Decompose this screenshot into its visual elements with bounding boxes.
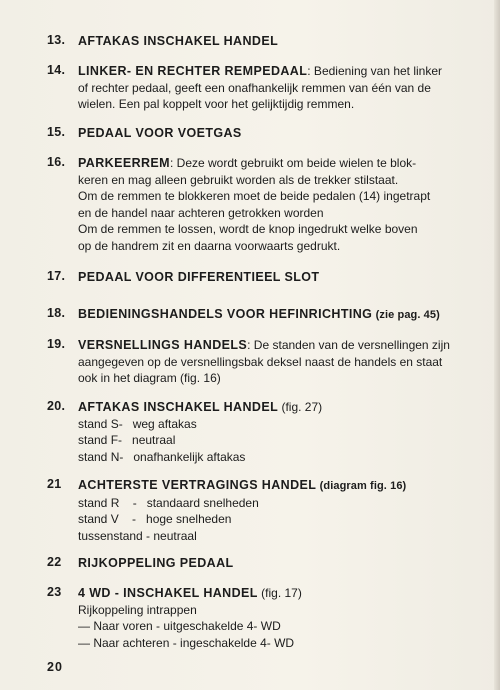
item-text: aangegeven op de versnellingsbak deksel naast de handels en staat — [78, 354, 443, 369]
item-number: 17. — [47, 269, 66, 283]
item-number: 23 — [47, 585, 62, 599]
item-text: stand S- weg aftakas — [78, 416, 197, 431]
item-number: 19. — [47, 337, 66, 351]
item-text: en de handel naar achteren getrokken worden — [78, 205, 324, 220]
item-reference: (zie pag. 45) — [375, 309, 440, 321]
item-number: 22 — [47, 555, 62, 569]
item-text: : Bediening van het linker — [307, 64, 443, 78]
item-title: LINKER- EN RECHTER REMPEDAAL — [78, 64, 308, 78]
item-title: VERSNELLINGS HANDELS — [78, 338, 248, 352]
item-text: : Deze wordt gebruikt om beide wielen te blok- — [169, 156, 417, 170]
item-text: stand V - hoge snelheden — [78, 512, 232, 526]
item-text: Rijkoppeling intrappen — [78, 602, 197, 617]
item-title: RIJKOPPELING PEDAAL — [78, 556, 234, 570]
item-text: Om de remmen te lossen, wordt de knop ingedrukt welke boven — [78, 222, 418, 236]
item-number: 16. — [47, 155, 66, 169]
item-reference: (diagram fig. 16) — [319, 480, 407, 492]
item-number: 20. — [47, 399, 66, 413]
item-number: 13. — [47, 33, 66, 47]
item-text: stand N- onafhankelijk aftakas — [78, 449, 246, 464]
item-text: tussenstand - neutraal — [78, 528, 197, 543]
item-title: 4 WD - INSCHAKEL HANDEL — [78, 586, 258, 600]
item-text: op de handrem zit en daarna voorwaarts gedrukt. — [78, 238, 341, 253]
item-text: Om de remmen te blokkeren moet de beide pedalen (14) ingetrapt — [78, 189, 431, 203]
item-title: PEDAAL VOOR DIFFERENTIEEL SLOT — [78, 270, 320, 284]
item-title: BEDIENINGSHANDELS VOOR HEFINRICHTING — [78, 307, 373, 321]
item-text: of rechter pedaal, geeft een onafhankelijk remmen van één van de — [78, 80, 431, 95]
item-title: AFTAKAS INSCHAKEL HANDEL — [78, 34, 279, 48]
item-title: PEDAAL VOOR VOETGAS — [78, 126, 242, 140]
item-reference: (fig. 17) — [261, 586, 302, 600]
item-text: stand F- neutraal — [78, 433, 176, 447]
item-number: 14. — [47, 63, 66, 77]
item-text: ook in het diagram (fig. 16) — [78, 371, 221, 385]
item-text: — Naar achteren - ingeschakelde 4- WD — [78, 635, 295, 650]
page-edge — [494, 0, 500, 690]
item-title: PARKEERREM — [78, 156, 170, 170]
item-text: : De standen van de versnellingen zijn — [247, 338, 450, 352]
item-title: AFTAKAS INSCHAKEL HANDEL — [78, 400, 279, 414]
item-text: wielen. Een pal koppelt voor het gelijktijdig remmen. — [78, 97, 355, 111]
item-text: stand R - standaard snelheden — [78, 495, 259, 510]
item-number: 21 — [47, 477, 62, 491]
item-reference: (fig. 27) — [281, 400, 323, 414]
item-title: ACHTERSTE VERTRAGINGS HANDEL — [78, 478, 317, 492]
item-text: keren en mag alleen gebruikt worden als de trekker stilstaat. — [78, 172, 399, 187]
item-number: 15. — [47, 125, 66, 139]
item-text: — Naar voren - uitgeschakelde 4- WD — [78, 619, 281, 633]
page-number: 20 — [47, 660, 63, 674]
item-number: 18. — [47, 306, 66, 320]
